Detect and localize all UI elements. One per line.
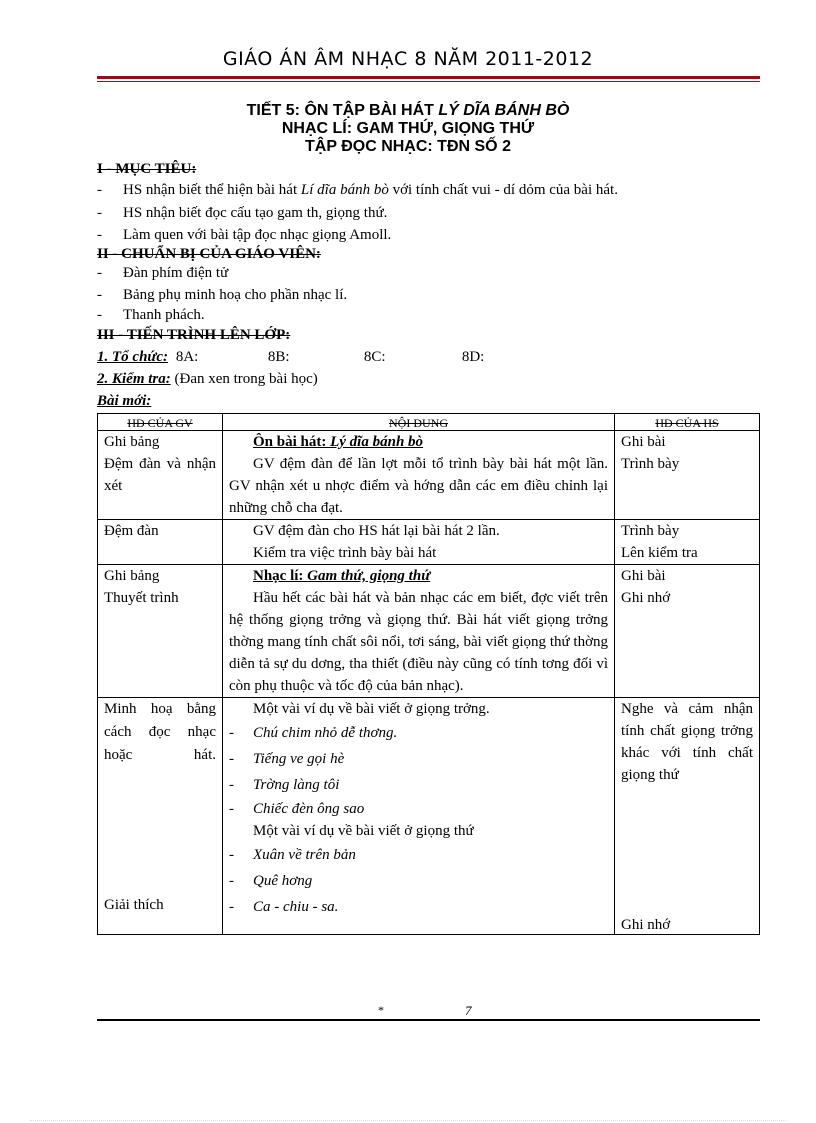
table-row: Đệm đàn GV đệm đàn cho HS hát lại bài hát 2 lần. Kiểm tra việc trình bày bài hát Trình bày Lên kiểm tra (98, 520, 760, 565)
organization-line: 1. Tổ chức: 8A: 8B: 8C: 8D: (97, 349, 485, 365)
objective-item: - HS nhận biết thể hiện bài hát Lí dĩa bánh bò với tính chất vui - dí dỏm của bài hát. (97, 182, 618, 198)
new-lesson-label: Bài mới: (97, 393, 152, 409)
page-edge-dotted-line (30, 1120, 786, 1121)
footer-rule (97, 1019, 760, 1021)
section-procedure-heading: III - TIẾN TRÌNH LÊN LỚP: (97, 327, 291, 343)
check-line: 2. Kiểm tra: (Đan xen trong bài học) (97, 371, 318, 387)
theory-title: Nhạc lí: Gam thứ, giọng thứ (253, 568, 431, 584)
table-header-row (98, 414, 760, 431)
header-rule (97, 76, 760, 79)
objective-item: - Làm quen với bài tập đọc nhạc giọng Amoll. (97, 227, 392, 243)
preparation-item: - Bảng phụ minh hoạ cho phần nhạc lí. (97, 287, 348, 303)
header-content: NỘI DUNG (223, 414, 615, 431)
preparation-item: - Thanh phách. (97, 307, 205, 323)
footer-mark: * (378, 1003, 384, 1017)
objective-item: - HS nhận biết đọc cấu tạo gam th, giọng thứ. (97, 205, 388, 221)
lesson-title: TIẾT 5: ÔN TẬP BÀI HÁT LÝ DĨA BÁNH BÒ NHẠC LÍ: GAM THỨ, GIỌNG THỨ TẬP ĐỌC NHẠC: TĐN SỐ 2 (246, 102, 570, 155)
header-teacher: HĐ CỦA GV (98, 414, 223, 431)
page-header-title: GIÁO ÁN ÂM NHẠC 8 NĂM 2011-2012 (222, 48, 594, 70)
lesson-table (97, 413, 760, 935)
preparation-item: - Đàn phím điện tử (97, 265, 229, 281)
table-row: Ghi bảng Thuyết trình Nhạc lí: Gam thứ, giọng thứ Hầu hết các bài hát và bản nhạc các em biết, đợc viết trên hệ thống giọng trởng và giọng thứ. Bài hát viết giọng trởng thờng mang tính chất sôi nổi, tơi sáng, bài viết giọng thứ thờng diễn tả sự du dơng, tha thiết (điều này cũng có tính tơng đối vì còn phụ thuộc và tốc độ của bản nhạc). Ghi bài Ghi nhớ (98, 565, 760, 698)
review-song-title: Ôn bài hát: Lý dĩa bánh bò (253, 434, 424, 450)
header-rule-thin (97, 81, 760, 82)
page-number: 7 (465, 1003, 472, 1018)
section-preparation-heading: II - CHUẨN BỊ CỦA GIÁO VIÊN: (97, 246, 321, 262)
table-row: Ghi bảng Đệm đàn và nhận xét Ôn bài hát: Lý dĩa bánh bò GV đệm đàn để lần lợt mỗi tổ trình bày bài hát một lần. GV nhận xét u nhợc điểm và hớng dẫn các em điều chỉnh lại những chỗ cha đạt. Ghi bài Trình bày (98, 431, 760, 520)
header-student: HĐ CỦA HS (615, 414, 760, 431)
section-objectives-heading: I - MỤC TIÊU: (97, 161, 197, 177)
table-row: Minh hoạ bằng cách đọc nhạc hoặc hát. Giải thích Một vài ví dụ về bài viết ở giọng trởng. - Chú chim nhỏ dễ thơng. - Tiếng ve gọi hè - Trờng làng tôi - Chiếc đèn ông sao Một vài ví dụ về bài viết ở giọng thứ - Xuân về trên bản - Quê hơng - Ca - chiu - sa. Nghe và cảm nhận tính chất giọng trởng khác với tính chất giọng thứ Ghi nhớ (98, 698, 760, 935)
